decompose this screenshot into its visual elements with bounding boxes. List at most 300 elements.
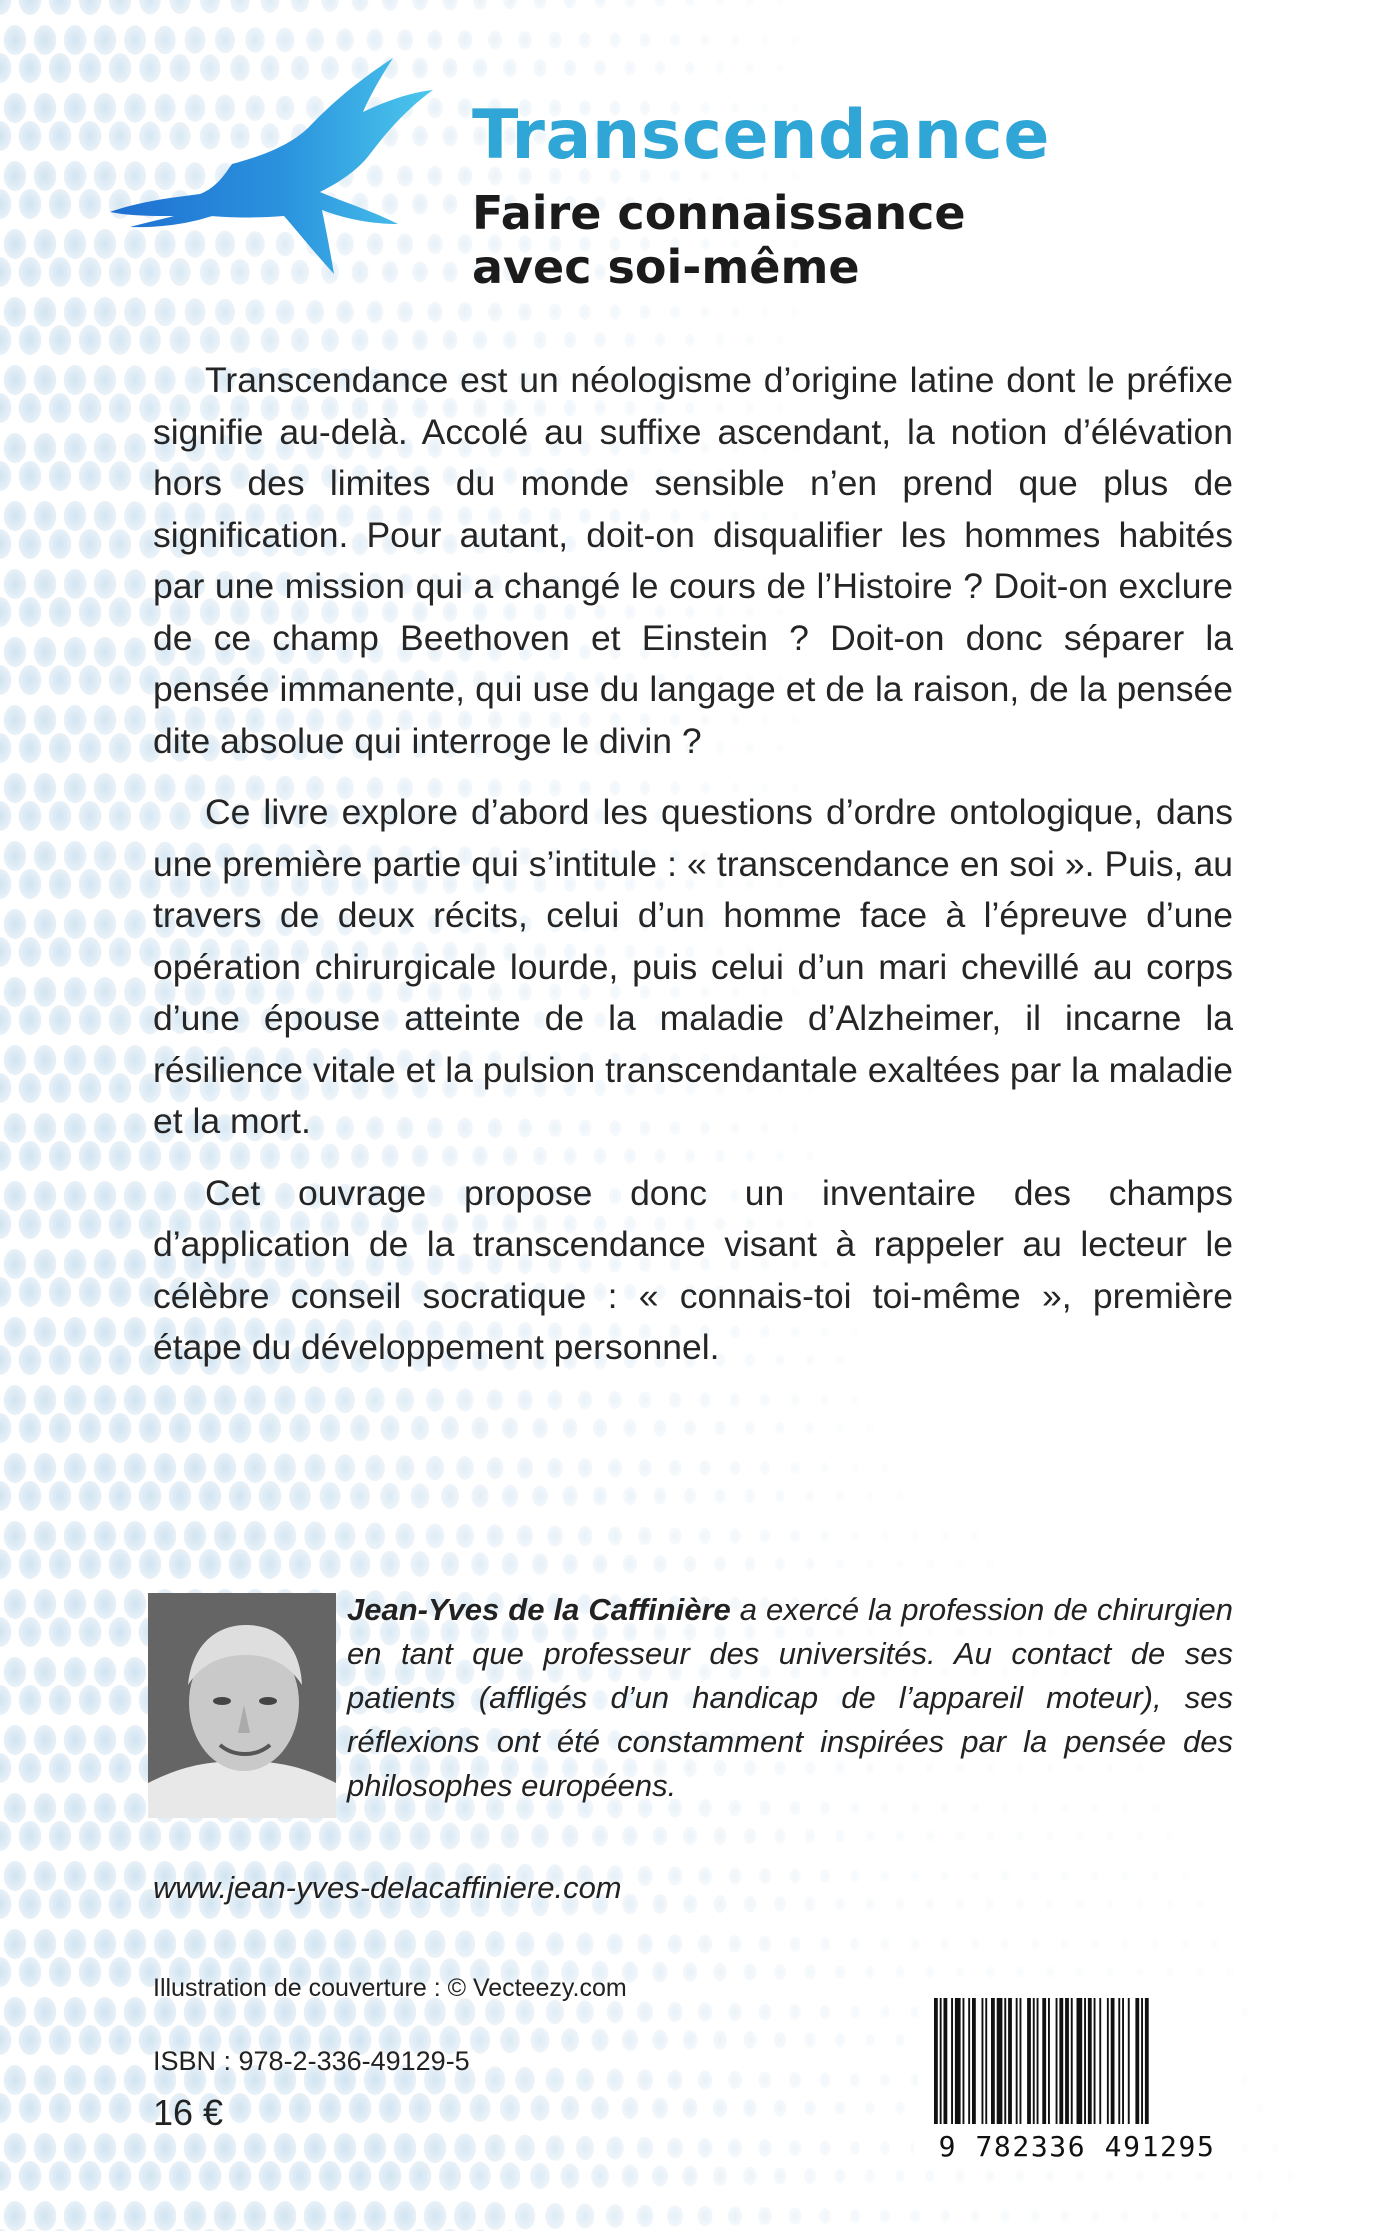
background-dot: [531, 2027, 550, 2052]
background-dot: [668, 1934, 683, 1954]
background-dot: [380, 1415, 399, 1441]
background-dot: [745, 1489, 756, 1503]
background-dot: [789, 1936, 801, 1951]
background-dot: [594, 332, 606, 348]
background-dot: [319, 2161, 342, 2191]
barcode-bar: [1056, 1998, 1058, 2124]
background-dot: [19, 1617, 42, 1647]
background-dot: [622, 2029, 639, 2051]
background-dot: [214, 1453, 237, 1483]
background-dot: [454, 2134, 476, 2163]
background-dot: [244, 1521, 267, 1551]
background-dot: [728, 2206, 742, 2225]
background-dot: [367, 301, 384, 323]
background-dot: [0, 1481, 11, 1511]
background-dot: [109, 1889, 132, 1919]
background-dot: [0, 1277, 11, 1307]
background-dot: [503, 0, 517, 9]
background-dot: [49, 1549, 72, 1579]
background-dot: [349, 1821, 372, 1851]
background-dot: [713, 2166, 728, 2186]
background-dot: [608, 1459, 622, 1478]
background-dot: [805, 1558, 815, 1571]
background-dot: [1046, 1830, 1054, 1841]
background-dot: [124, 1113, 147, 1143]
background-dot: [34, 161, 57, 191]
background-dot: [397, 29, 413, 51]
background-dot: [683, 1827, 697, 1846]
background-dot: [19, 2093, 42, 2123]
background-dot: [470, 1823, 489, 1849]
background-dot: [244, 1453, 267, 1483]
barcode-bar: [1141, 1998, 1143, 2124]
background-dot: [621, 2165, 638, 2188]
background-dot: [79, 597, 102, 627]
background-dot: [655, 0, 666, 7]
background-dot: [4, 161, 27, 191]
background-dot: [760, 1529, 771, 1543]
background-dot: [94, 841, 117, 871]
background-dot: [986, 1898, 995, 1910]
background-dot: [746, 334, 755, 346]
background-dot: [49, 1345, 72, 1375]
background-dot: [880, 1938, 889, 1951]
background-dot: [485, 2134, 506, 2162]
background-dot: [336, 300, 353, 323]
background-dot: [488, 31, 502, 50]
background-dot: [259, 2161, 282, 2191]
background-dot: [379, 1821, 401, 1850]
background-dot: [94, 977, 117, 1007]
background-dot: [789, 2208, 802, 2225]
background-dot: [865, 1966, 875, 1979]
background-dot: [64, 1589, 87, 1619]
background-dot: [124, 773, 146, 802]
background-dot: [394, 1929, 416, 1958]
background-dot: [517, 1525, 534, 1547]
background-dot: [184, 2133, 207, 2163]
barcode-bar: [972, 1998, 976, 2124]
background-dot: [836, 1422, 844, 1433]
background-dot: [1076, 1898, 1084, 1909]
background-dot: [606, 2069, 623, 2092]
background-dot: [19, 2161, 42, 2191]
background-dot: [0, 2093, 11, 2123]
background-dot: [0, 1821, 11, 1851]
background-dot: [79, 1073, 102, 1103]
background-dot: [623, 1487, 637, 1505]
background-dot: [834, 2101, 845, 2116]
background-dot: [49, 1413, 72, 1443]
background-dot: [124, 2201, 147, 2231]
background-dot: [291, 0, 309, 12]
background-dot: [532, 1418, 548, 1439]
background-dot: [484, 2202, 505, 2230]
background-dot: [64, 1725, 87, 1755]
background-dot: [397, 301, 413, 323]
background-dot: [49, 1209, 72, 1239]
background-dot: [440, 1823, 460, 1850]
background-dot: [34, 2201, 57, 2231]
background-dot: [229, 2161, 252, 2191]
background-dot: [0, 325, 11, 355]
background-dot: [109, 529, 131, 559]
background-dot: [4, 297, 27, 327]
background-dot: [775, 1421, 785, 1434]
background-dot: [124, 1249, 147, 1279]
background-dot: [591, 2164, 609, 2188]
background-dot: [896, 1830, 905, 1842]
barcode-bar: [1016, 1998, 1018, 2124]
background-dot: [564, 0, 577, 8]
background-dot: [215, 299, 235, 326]
background-dot: [564, 332, 577, 349]
background-dot: [441, 1552, 460, 1577]
background-dot: [836, 1558, 845, 1570]
background-dot: [19, 597, 42, 627]
background-dot: [289, 1549, 311, 1579]
background-dot: [0, 1141, 11, 1171]
background-dot: [34, 297, 57, 327]
background-dot: [487, 1457, 504, 1480]
background-dot: [1286, 2171, 1294, 2181]
background-dot: [850, 1937, 860, 1950]
background-dot: [0, 529, 11, 559]
background-dot: [533, 331, 546, 349]
background-dot: [821, 1394, 830, 1406]
background-dot: [545, 2203, 565, 2229]
barcode-bar: [997, 1998, 1003, 2124]
background-dot: [655, 333, 666, 347]
background-dot: [259, 1481, 282, 1511]
background-dot: [458, 98, 473, 118]
background-dot: [455, 1930, 475, 1957]
background-dot: [895, 2101, 905, 2114]
background-dot: [124, 1929, 147, 1959]
background-dot: [79, 189, 102, 219]
background-dot: [200, 326, 220, 353]
background-dot: [109, 1481, 132, 1511]
barcode-bar: [955, 1998, 961, 2124]
background-dot: [19, 1957, 42, 1987]
background-dot: [652, 1894, 667, 1914]
background-dot: [94, 297, 117, 327]
background-dot: [758, 2207, 772, 2225]
background-dot: [1106, 1831, 1114, 1842]
barcode-bar: [1042, 1998, 1046, 2124]
background-dot: [94, 1453, 117, 1483]
background-dot: [835, 1965, 846, 1979]
background-dot: [640, 33, 651, 48]
background-dot: [591, 2028, 608, 2051]
background-dot: [0, 1413, 11, 1443]
background-dot: [319, 1821, 342, 1851]
background-dot: [955, 1966, 964, 1978]
background-dot: [941, 1870, 950, 1882]
background-dot: [670, 305, 680, 319]
background-dot: [4, 1249, 27, 1279]
background-dot: [775, 1557, 785, 1571]
background-dot: [970, 2209, 980, 2222]
background-dot: [19, 2025, 42, 2055]
background-dot: [49, 1957, 72, 1987]
background-dot: [0, 2161, 11, 2191]
background-dot: [576, 2204, 595, 2229]
background-dot: [350, 1550, 371, 1578]
background-dot: [608, 1391, 622, 1409]
background-dot: [64, 433, 87, 463]
background-dot: [804, 2168, 816, 2184]
background-dot: [715, 0, 724, 6]
background-dot: [109, 1209, 132, 1239]
background-dot: [471, 1484, 488, 1507]
background-dot: [49, 1889, 72, 1919]
background-dot: [154, 1521, 177, 1551]
background-dot: [19, 1821, 42, 1851]
background-dot: [409, 2093, 432, 2123]
background-dot: [64, 297, 87, 327]
background-dot: [4, 1589, 27, 1619]
background-dot: [19, 461, 42, 491]
background-dot: [910, 1938, 919, 1950]
background-dot: [880, 2006, 890, 2019]
background-dot: [49, 1753, 72, 1783]
background-dot: [1016, 1898, 1025, 1910]
background-dot: [594, 0, 606, 8]
background-dot: [364, 2201, 387, 2231]
background-dot: [64, 1317, 87, 1347]
background-dot: [4, 705, 27, 735]
background-dot: [34, 365, 57, 395]
background-dot: [820, 1937, 831, 1951]
background-dot: [229, 1549, 252, 1579]
background-dot: [639, 1391, 652, 1408]
background-dot: [304, 1454, 325, 1482]
background-dot: [0, 733, 11, 763]
background-dot: [64, 2133, 87, 2163]
background-dot: [0, 1753, 11, 1783]
background-dot: [637, 2205, 654, 2228]
background-dot: [49, 461, 72, 491]
background-dot: [549, 303, 562, 320]
background-dot: [728, 1935, 741, 1953]
background-dot: [745, 1421, 756, 1435]
background-dot: [364, 2133, 387, 2163]
background-dot: [4, 909, 27, 939]
background-dot: [49, 393, 72, 423]
author-bio: [347, 1588, 1233, 1808]
background-dot: [260, 327, 279, 352]
background-dot: [530, 2095, 549, 2121]
background-dot: [4, 501, 27, 531]
background-dot: [34, 1181, 57, 1211]
background-dot: [64, 637, 87, 667]
background-dot: [94, 2201, 117, 2231]
background-dot: [49, 2093, 72, 2123]
background-dot: [109, 2161, 132, 2191]
background-dot: [185, 26, 206, 54]
background-dot: [579, 32, 591, 48]
background-dot: [34, 569, 57, 599]
background-dot: [94, 1385, 117, 1415]
background-dot: [1016, 1966, 1025, 1978]
background-dot: [668, 1866, 683, 1885]
background-dot: [442, 330, 457, 350]
barcode-bar: [982, 1998, 984, 2124]
background-dot: [789, 2072, 801, 2088]
background-dot: [94, 365, 117, 395]
background-dot: [925, 2169, 935, 2182]
background-dot: [640, 305, 651, 320]
background-dot: [49, 2025, 72, 2055]
background-dot: [758, 2071, 771, 2088]
background-dot: [608, 1526, 622, 1545]
background-dot: [622, 2097, 639, 2119]
background-dot: [64, 229, 87, 259]
background-dot: [1076, 1831, 1084, 1842]
background-dot: [4, 25, 27, 55]
background-dot: [19, 53, 42, 83]
background-dot: [79, 53, 102, 83]
background-dot: [139, 1549, 162, 1579]
background-dot: [776, 63, 784, 74]
background-dot: [562, 1486, 577, 1506]
background-dot: [700, 34, 710, 47]
background-dot: [986, 1830, 995, 1841]
background-dot: [379, 2161, 402, 2191]
background-dot: [79, 1413, 102, 1443]
background-dot: [759, 1868, 771, 1884]
background-dot: [744, 1828, 756, 1844]
background-dot: [412, 329, 428, 350]
background-dot: [576, 2000, 594, 2023]
background-dot: [1091, 1871, 1099, 1882]
background-dot: [109, 1957, 132, 1987]
background-dot: [410, 1551, 429, 1577]
background-dot: [488, 303, 502, 322]
background-dot: [395, 1523, 414, 1549]
author-website[interactable]: www.jean-yves-delacaffiniere.com: [153, 1870, 622, 1905]
background-dot: [1151, 1871, 1159, 1882]
background-dot: [471, 1552, 489, 1576]
background-dot: [895, 2169, 905, 2183]
background-dot: [19, 257, 42, 287]
background-dot: [849, 2209, 860, 2224]
background-dot: [319, 2093, 342, 2123]
background-dot: [49, 325, 72, 355]
background-dot: [109, 1345, 132, 1375]
background-dot: [64, 977, 87, 1007]
background-dot: [1015, 2170, 1024, 2183]
background-dot: [321, 328, 339, 352]
background-dot: [19, 1753, 42, 1783]
background-dot: [698, 2070, 713, 2090]
background-dot: [941, 1531, 949, 1541]
background-dot: [367, 29, 384, 51]
background-dot: [638, 1527, 652, 1545]
background-dot: [728, 2139, 742, 2158]
background-dot: [805, 1490, 814, 1503]
background-dot: [244, 2133, 267, 2163]
background-dot: [79, 121, 102, 151]
background-dot: [699, 1460, 711, 1476]
background-dot: [79, 801, 102, 831]
background-dot: [0, 1957, 11, 1987]
background-dot: [0, 1617, 11, 1647]
background-dot: [653, 1555, 666, 1573]
background-dot: [185, 298, 206, 326]
background-dot: [64, 773, 87, 803]
background-dot: [34, 1045, 57, 1075]
background-dot: [79, 1141, 102, 1171]
background-dot: [382, 329, 398, 351]
background-dot: [214, 1521, 237, 1551]
background-dot: [94, 2133, 117, 2163]
background-dot: [169, 1413, 192, 1443]
background-dot: [124, 2133, 147, 2163]
barcode-bar: [1128, 1998, 1130, 2124]
background-dot: [274, 1453, 296, 1482]
background-dot: [64, 1249, 87, 1279]
background-dot: [563, 1418, 578, 1438]
barcode-bar: [985, 1998, 987, 2124]
background-dot: [349, 2093, 372, 2123]
background-dot: [761, 306, 769, 317]
background-dot: [109, 1685, 132, 1715]
background-dot: [622, 1826, 637, 1847]
background-dot: [4, 841, 27, 871]
background-dot: [1016, 1830, 1024, 1841]
background-dot: [758, 2139, 771, 2157]
background-dot: [4, 637, 27, 667]
barcode-bar: [1145, 1998, 1149, 2124]
background-dot: [94, 1521, 117, 1551]
barcode-bar: [1033, 1998, 1035, 2124]
background-dot: [652, 2165, 668, 2187]
background-dot: [744, 1963, 757, 1980]
background-dot: [49, 1685, 72, 1715]
background-dot: [49, 665, 72, 695]
background-dot: [64, 2065, 87, 2095]
background-dot: [49, 733, 72, 763]
background-dot: [19, 1277, 42, 1307]
background-dot: [0, 1005, 11, 1035]
background-dot: [154, 26, 175, 54]
background-dot: [804, 1964, 815, 1979]
background-dot: [791, 307, 799, 317]
background-dot: [4, 433, 27, 463]
background-dot: [64, 501, 87, 531]
background-dot: [245, 27, 264, 53]
background-dot: [79, 1821, 102, 1851]
background-dot: [94, 1793, 117, 1823]
background-dot: [34, 25, 57, 55]
background-dot: [500, 2095, 520, 2122]
background-dot: [820, 1530, 829, 1542]
background-dot: [940, 1938, 949, 1950]
background-dot: [4, 1929, 27, 1959]
background-dot: [306, 300, 324, 324]
background-dot: [682, 2098, 697, 2118]
background-dot: [124, 1521, 147, 1551]
background-dot: [79, 257, 102, 287]
background-dot: [1030, 2210, 1039, 2223]
background-dot: [1271, 2143, 1279, 2153]
background-dot: [124, 1317, 147, 1347]
background-dot: [4, 1385, 27, 1415]
background-dot: [274, 1521, 296, 1551]
barcode-bar: [1037, 1998, 1039, 2124]
